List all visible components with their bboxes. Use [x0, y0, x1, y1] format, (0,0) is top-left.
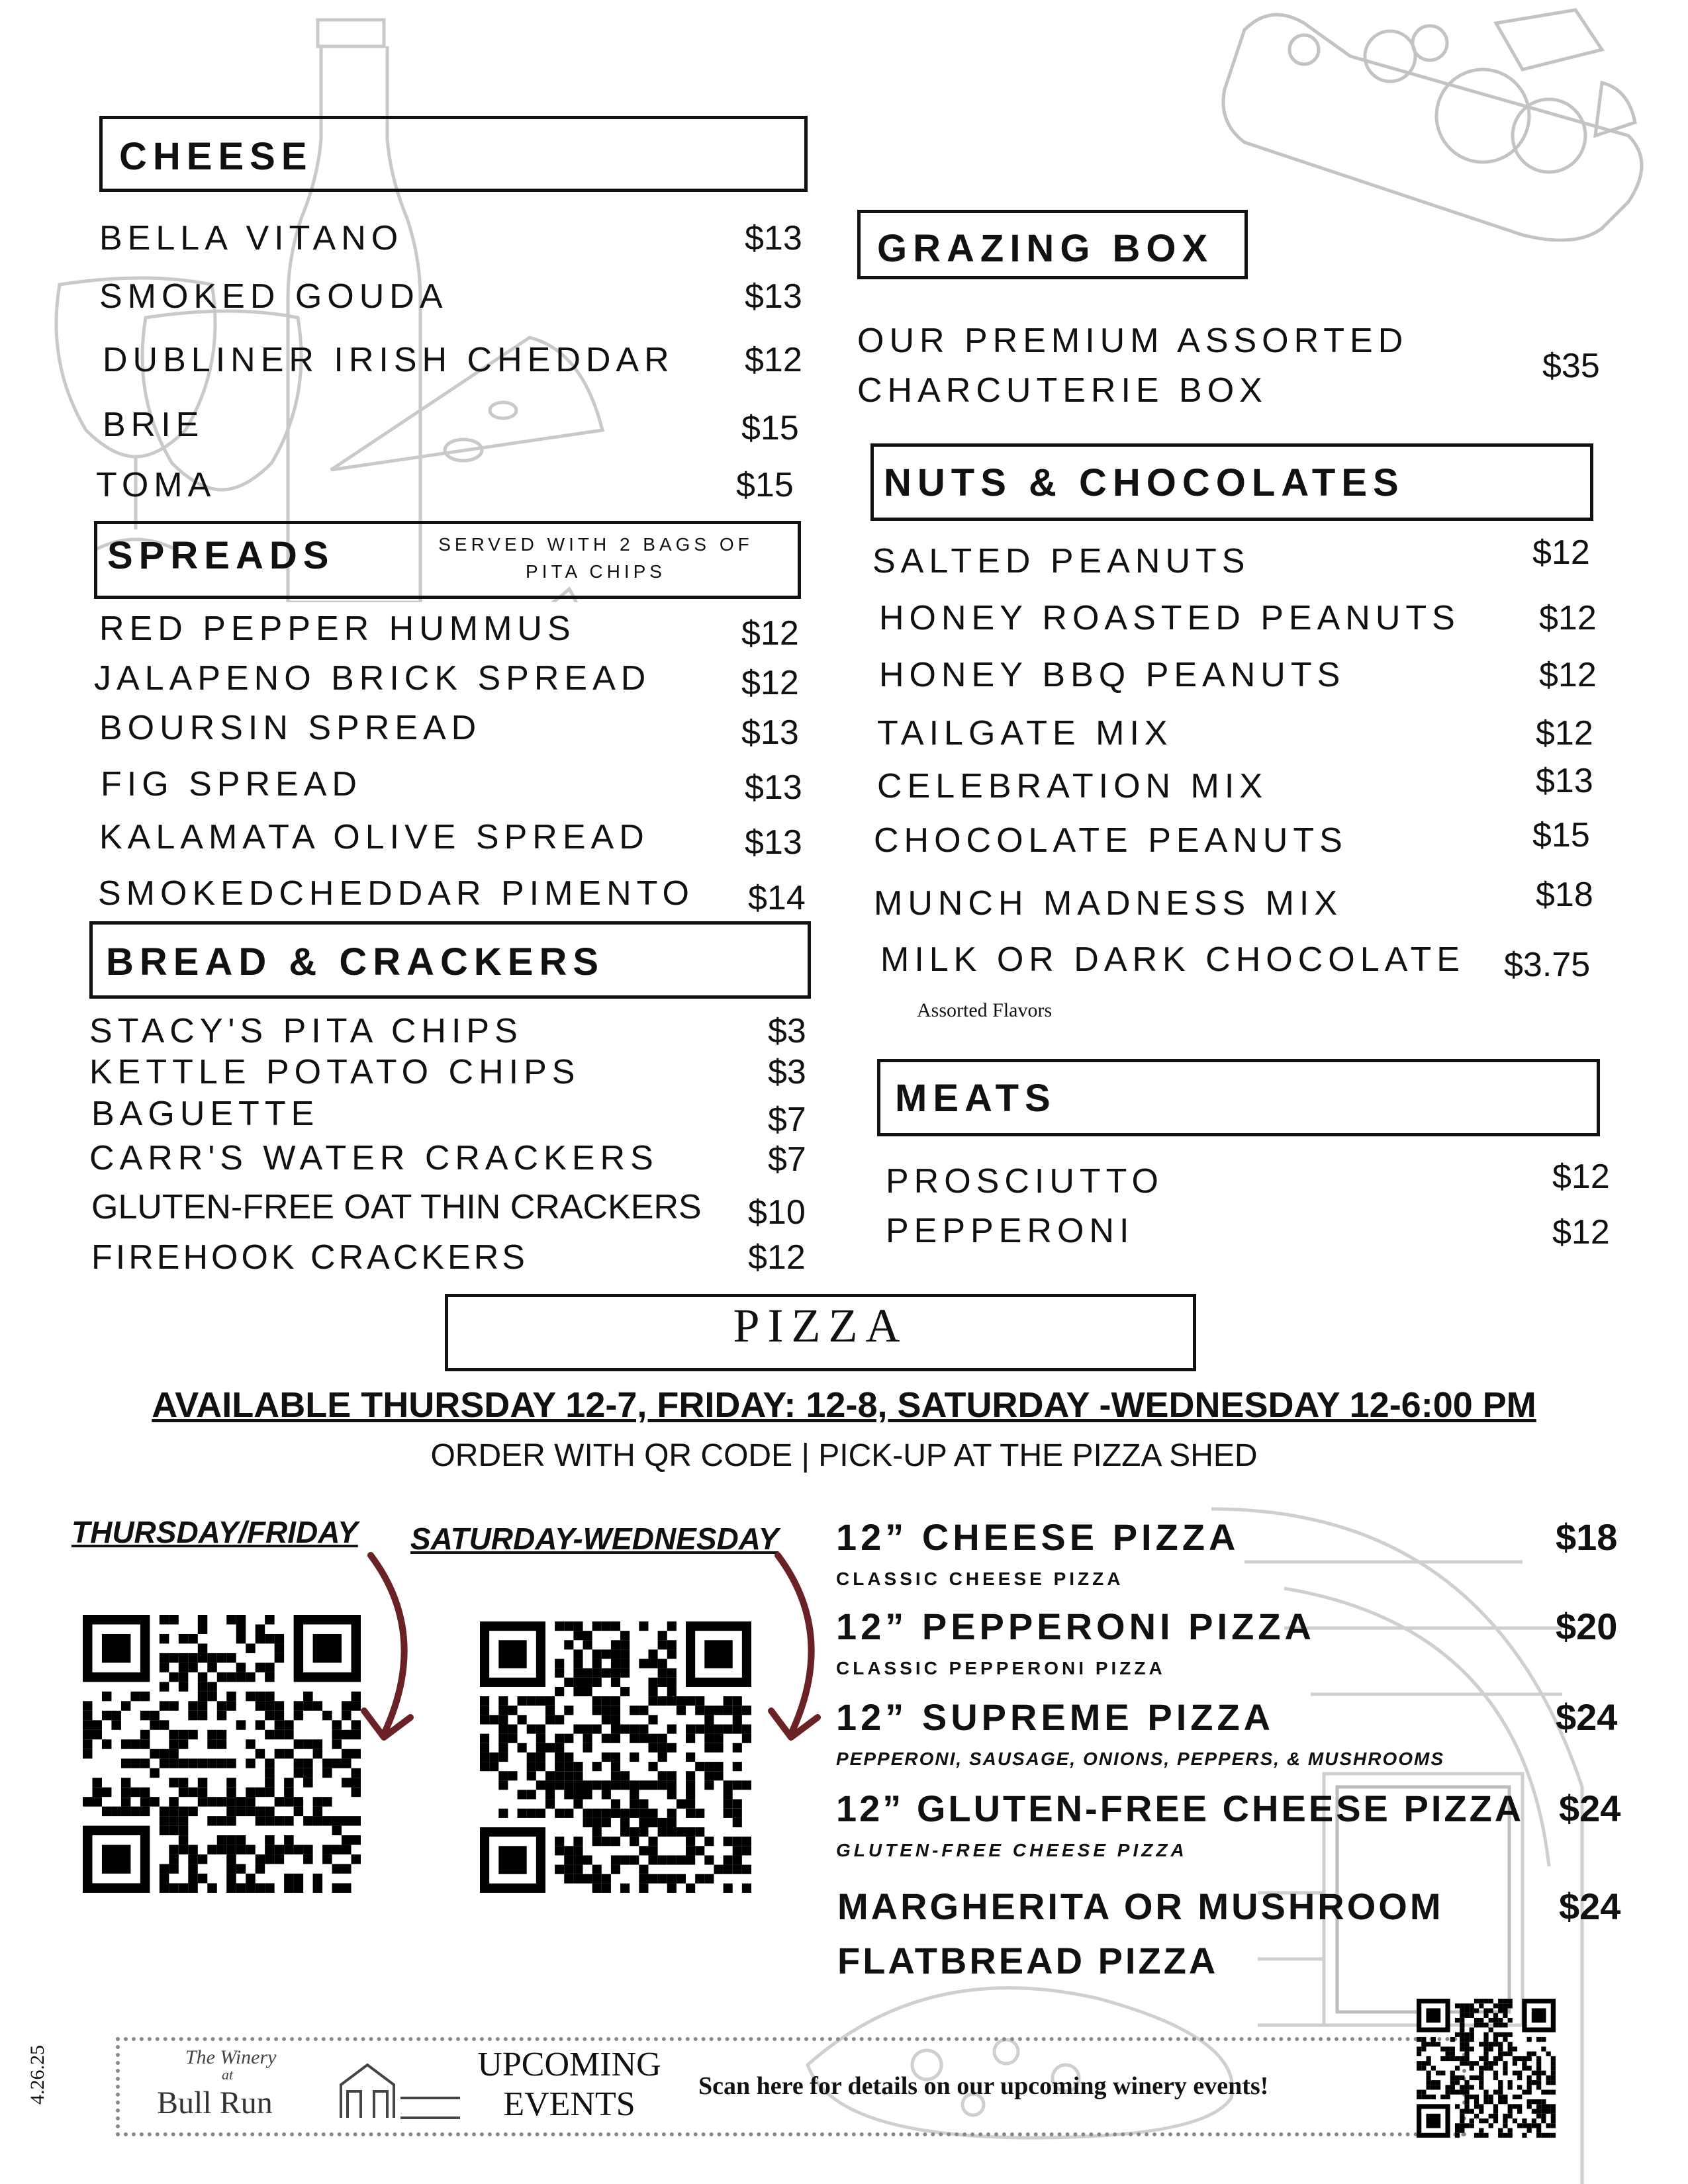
- cheese-price: $15: [741, 409, 799, 447]
- nuts-item: MILK OR DARK CHOCOLATE: [880, 940, 1465, 979]
- spreads-title: SPREADS: [107, 534, 335, 577]
- logo-at: at: [222, 2066, 234, 2083]
- arrow-icon: [765, 1549, 844, 1747]
- spreads-price: $12: [741, 664, 799, 702]
- bread-price: $3: [768, 1053, 806, 1091]
- grazing-line: OUR PREMIUM ASSORTED: [857, 322, 1409, 360]
- flatbread-name: FLATBREAD PIZZA: [837, 1940, 1219, 1981]
- pizza-item-price: $24: [1556, 1696, 1618, 1738]
- nuts-title: NUTS & CHOCOLATES: [884, 461, 1405, 504]
- bread-price: $7: [768, 1140, 806, 1179]
- nuts-price: $12: [1539, 599, 1597, 637]
- spreads-item: KALAMATA OLIVE SPREAD: [99, 818, 649, 856]
- meats-item: PROSCIUTTO: [886, 1162, 1164, 1201]
- cheese-price: $15: [736, 466, 794, 504]
- cheese-price: $12: [745, 341, 802, 379]
- grazing-title: GRAZING BOX: [877, 227, 1214, 270]
- bread-price: $10: [748, 1193, 806, 1232]
- pizza-item-name: 12” SUPREME PIZZA: [836, 1696, 1275, 1738]
- nuts-price: $12: [1532, 533, 1590, 572]
- print-date: 4.26.25: [26, 2045, 48, 2105]
- bread-item: STACY'S PITA CHIPS: [89, 1012, 523, 1050]
- spreads-item: FIG SPREAD: [101, 765, 362, 803]
- nuts-price: $13: [1536, 762, 1593, 800]
- nuts-price: $15: [1532, 816, 1590, 854]
- pizza-order-note: ORDER WITH QR CODE | PICK-UP AT THE PIZZA SHED: [430, 1438, 1258, 1473]
- spreads-price: $13: [745, 768, 802, 807]
- meats-title: MEATS: [895, 1077, 1056, 1120]
- spreads-note: PITA CHIPS: [526, 561, 666, 582]
- meats-price: $12: [1552, 1158, 1610, 1196]
- qr-code-icon[interactable]: [83, 1615, 361, 1893]
- qr-label-thursday-friday: THURSDAY/FRIDAY: [71, 1515, 358, 1549]
- nuts-item: TAILGATE MIX: [877, 714, 1173, 752]
- pizza-item-desc: GLUTEN-FREE CHEESE PIZZA: [836, 1840, 1188, 1860]
- pizza-item-price: $24: [1559, 1788, 1621, 1829]
- pizza-item-desc: CLASSIC PEPPERONI PIZZA: [836, 1658, 1166, 1678]
- nuts-item: HONEY BBQ PEANUTS: [879, 656, 1346, 694]
- grazing-price: $35: [1542, 347, 1600, 385]
- qr-code-icon[interactable]: [480, 1621, 751, 1893]
- events-label: EVENTS: [503, 2085, 635, 2123]
- flatbread-name: MARGHERITA OR MUSHROOM: [837, 1886, 1444, 1927]
- pizza-hours: AVAILABLE THURSDAY 12-7, FRIDAY: 12-8, SATURDAY -WEDNESDAY 12-6:00 PM: [152, 1385, 1536, 1425]
- pizza-item-desc: CLASSIC CHEESE PIZZA: [836, 1569, 1124, 1589]
- spreads-price: $14: [748, 879, 806, 917]
- cheese-item: TOMA: [96, 466, 216, 504]
- bread-price: $3: [768, 1012, 806, 1050]
- bread-price: $12: [748, 1238, 806, 1277]
- spreads-item: BOURSIN SPREAD: [99, 709, 482, 747]
- bread-item: KETTLE POTATO CHIPS: [89, 1053, 581, 1091]
- pizza-item-name: 12” GLUTEN-FREE CHEESE PIZZA: [836, 1788, 1524, 1829]
- pizza-item-desc: PEPPERONI, SAUSAGE, ONIONS, PEPPERS, & MUSHROOMS: [836, 1749, 1445, 1769]
- nuts-price: $3.75: [1504, 946, 1591, 984]
- pizza-item-price: $18: [1556, 1516, 1618, 1558]
- bread-item: CARR'S WATER CRACKERS: [89, 1139, 659, 1177]
- cheese-item: BELLA VITANO: [99, 219, 404, 257]
- nuts-price: $12: [1539, 656, 1597, 694]
- logo: [149, 2046, 308, 2126]
- cheese-item: SMOKED GOUDA: [99, 277, 448, 316]
- spreads-item: SMOKEDCHEDDAR PIMENTO: [98, 874, 694, 913]
- meats-item: PEPPERONI: [886, 1212, 1135, 1250]
- pizza-title: PIZZA: [733, 1299, 908, 1352]
- cheese-item: DUBLINER IRISH CHEDDAR: [103, 341, 675, 379]
- events-label: UPCOMING: [477, 2046, 661, 2083]
- events-scan-text: Scan here for details on our upcoming winery events!: [698, 2072, 1269, 2100]
- nuts-item: HONEY ROASTED PEANUTS: [879, 599, 1460, 637]
- bread-item: GLUTEN-FREE OAT THIN CRACKERS: [91, 1188, 702, 1226]
- bread-price: $7: [768, 1101, 806, 1139]
- nuts-item: MUNCH MADNESS MIX: [874, 884, 1343, 923]
- pizza-item-name: 12” PEPPERONI PIZZA: [836, 1606, 1315, 1647]
- pizza-item-name: 12” CHEESE PIZZA: [836, 1516, 1240, 1558]
- logo-name: Bull Run: [157, 2085, 273, 2120]
- cheese-title: CHEESE: [119, 135, 313, 178]
- spreads-item: JALAPENO BRICK SPREAD: [94, 659, 651, 698]
- nuts-note: Assorted Flavors: [917, 999, 1053, 1021]
- charcuterie-board-sketch: [1205, 3, 1668, 242]
- arrow-icon: [357, 1549, 437, 1747]
- qr-code-icon[interactable]: [1417, 1999, 1556, 2138]
- pizza-item-price: $20: [1556, 1606, 1618, 1647]
- nuts-item: CHOCOLATE PEANUTS: [874, 821, 1348, 860]
- cheese-item: BRIE: [103, 406, 205, 444]
- bread-title: BREAD & CRACKERS: [106, 940, 605, 983]
- nuts-item: CELEBRATION MIX: [877, 767, 1268, 805]
- qr-label-saturday-wednesday: SATURDAY-WEDNESDAY: [410, 1522, 779, 1556]
- spreads-price: $13: [741, 713, 799, 752]
- cheese-price: $13: [745, 277, 802, 316]
- meats-price: $12: [1552, 1213, 1610, 1251]
- nuts-price: $18: [1536, 876, 1593, 914]
- bread-item: BAGUETTE: [91, 1095, 320, 1133]
- cheese-price: $13: [745, 219, 802, 257]
- spreads-item: RED PEPPER HUMMUS: [99, 610, 576, 648]
- bread-item: FIREHOOK CRACKERS: [91, 1238, 528, 1277]
- logo-script: The Winery: [185, 2046, 277, 2068]
- flatbread-price: $24: [1559, 1886, 1621, 1927]
- barn-icon: [334, 2058, 467, 2124]
- spreads-price: $13: [745, 823, 802, 862]
- spreads-price: $12: [741, 614, 799, 653]
- nuts-price: $12: [1536, 714, 1593, 752]
- grazing-line: CHARCUTERIE BOX: [857, 371, 1268, 410]
- nuts-item: SALTED PEANUTS: [872, 542, 1250, 580]
- spreads-note: SERVED WITH 2 BAGS OF: [438, 534, 753, 555]
